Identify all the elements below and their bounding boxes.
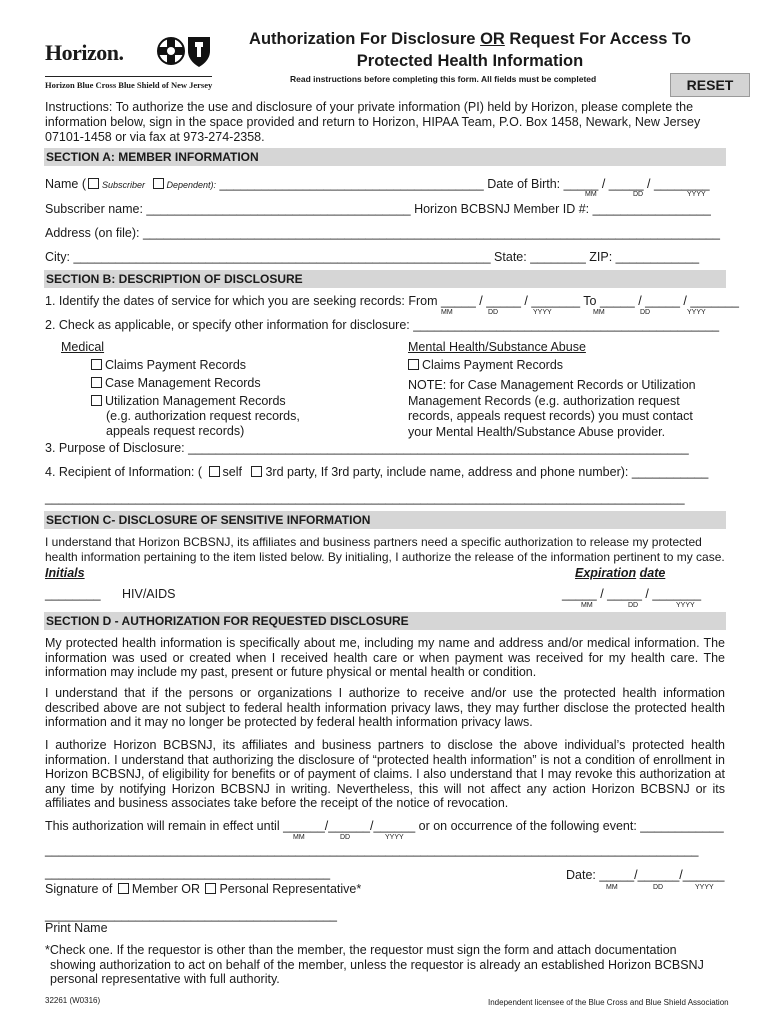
exp-yyyy-label: YYYY [676,602,695,609]
dob-dd-label: DD [633,191,644,198]
medical-claims-checkbox[interactable] [91,359,102,370]
case-mgmt-option[interactable]: Case Management Records [91,376,261,390]
event-field-line2[interactable]: ______________________________________________________________________________________________ [45,843,699,857]
case-mgmt-checkbox[interactable] [91,377,102,388]
initials-label: Initials [45,566,85,580]
section-d-paragraph-1: My protected health information is specifically about me, including my name and address and/or medical information. The information was used or created when I received health care or when payment was received for my health care. The information may include my past, present or future physical or mental health or condition. [45,636,725,679]
from-mm-label: MM [441,309,453,316]
signature-of-row: Signature of Member OR Personal Representative* [45,882,362,896]
mh-note: NOTE: for Case Management Records or Utilization Management Records (e.g. authorization request records, appeals request records) you must contact your Mental Health/Substance Abuse provider. [408,378,696,439]
section-d-paragraph-3: I authorize Horizon BCBSNJ, its affiliates and business partners to disclose the above individual’s protected health information. I understand that authorizing the disclosure of “protected health information” is not a condition of enrollment in Horizon BCBSNJ, of eligibility for benefits or of payment of claims. I also understand that I may revoke this authorization at any time by notifying Horizon BCBSNJ in writing. Nevertheless, this will not affect any action Horizon BCBSNJ or its affiliates and business associates take before the receipt of the notice of revocation. [45,738,725,810]
self-checkbox[interactable] [209,466,220,477]
effect-dd-label: DD [340,834,351,841]
effect-mm-label: MM [293,834,305,841]
name-input[interactable]: ______________________________________ [219,177,484,191]
to-mm-label: MM [593,309,605,316]
hiv-aids-label: HIV/AIDS [122,587,176,601]
subscriber-name-field[interactable]: Subscriber name: ______________________________________ Horizon BCBSNJ Member ID #: _________________ [45,202,711,216]
sig-dd-label: DD [653,884,664,891]
util-mgmt-option[interactable]: Utilization Management Records [91,394,286,408]
footnote: *Check one. If the requestor is other than the member, the requestor must sign the form and attach documentation showing authorization to act on behalf of the member, unless the requestor is already an established Horizon BCBSNJ personal representative with full authority. [45,943,704,986]
third-party-field[interactable]: 3rd party, If 3rd party, include name, address and phone number): ___________ [265,465,709,479]
sig-mm-label: MM [606,884,618,891]
form-code: 32261 (W0316) [45,996,101,1005]
dob-field[interactable]: Date of Birth: _____ / _____ / ________ [487,177,710,191]
logo-divider [45,76,212,77]
util-mgmt-checkbox[interactable] [91,395,102,406]
licensee-text: Independent licensee of the Blue Cross and Blue Shield Association [488,998,729,1007]
mh-claims-option[interactable]: Claims Payment Records [408,358,563,372]
horizon-logo: Horizon. [45,40,124,65]
to-yyyy-label: YYYY [687,309,706,316]
print-name-input[interactable]: __________________________________________ [45,908,337,922]
sig-yyyy-label: YYYY [695,884,714,891]
form-subtitle: Read instructions before completing this form. All fields must be completed [290,74,597,84]
other-info-field[interactable]: 2. Check as applicable, or specify other information for disclosure: ____________________________________________ [45,318,720,332]
personal-rep-checkbox[interactable] [205,883,216,894]
medical-heading: Medical [61,340,105,354]
member-checkbox[interactable] [118,883,129,894]
section-c-header: SECTION C- DISCLOSURE OF SENSITIVE INFORMATION [44,511,726,529]
mental-health-heading: Mental Health/Substance Abuse [408,340,586,354]
from-dd-label: DD [488,309,499,316]
recipient-field-line2[interactable]: ____________________________________________________________________________________________ [45,491,685,505]
dates-of-service-field[interactable]: 1. Identify the dates of service for which you are seeking records: From _____ / _____ / _______ To _____ / _____ / _______ [45,294,739,308]
dependent-checkbox[interactable] [153,178,164,189]
effect-yyyy-label: YYYY [385,834,404,841]
to-dd-label: DD [640,309,651,316]
mh-claims-checkbox[interactable] [408,359,419,370]
medical-claims-option[interactable]: Claims Payment Records [91,358,246,372]
expiration-label: Expiration date [575,566,666,580]
blue-cross-icon [156,34,186,68]
signature-input[interactable]: _________________________________________ [45,866,331,880]
from-yyyy-label: YYYY [533,309,552,316]
section-d-header: SECTION D - AUTHORIZATION FOR REQUESTED DISCLOSURE [44,612,726,630]
address-field[interactable]: Address (on file): ___________________________________________________________________________________ [45,226,720,240]
subscriber-checkbox[interactable] [88,178,99,189]
expiration-date-input[interactable]: _____ / _____ / _______ [562,587,702,601]
dob-mm-label: MM [585,191,597,198]
section-a-header: SECTION A: MEMBER INFORMATION [44,148,726,166]
logo-subtext: Horizon Blue Cross Blue Shield of New Jersey [45,80,213,90]
form-title: Authorization For Disclosure OR Request For Access To Protected Health Information [249,30,691,70]
effect-until-field[interactable]: This authorization will remain in effect until ______/______/______ or on occurrence of the following event: ____________ [45,819,724,833]
section-b-header: SECTION B: DESCRIPTION OF DISCLOSURE [44,270,726,288]
purpose-field[interactable]: 3. Purpose of Disclosure: ________________________________________________________________________ [45,441,689,455]
reset-button[interactable]: RESET [670,73,750,97]
exp-dd-label: DD [628,602,639,609]
exp-mm-label: MM [581,602,593,609]
dob-yyyy-label: YYYY [687,191,706,198]
instructions: Instructions: To authorize the use and disclosure of your private information (PI) held by Horizon, please complete the information below, sign in the space provided and return to Horizon, HIPAA Team, P.O. Box 1458, Newark, New Jersey 07101-1458 or via fax at 973-274-2358. [45,100,701,144]
recipient-row: 4. Recipient of Information: ( self 3rd party, If 3rd party, include name, address and phone number): ___________ [45,465,709,479]
third-party-checkbox[interactable] [251,466,262,477]
city-state-zip-field[interactable]: City: ____________________________________________________________ State: ________ ZIP: ____________ [45,250,700,264]
signature-date-input[interactable]: Date: _____/______/______ [566,868,725,882]
util-mgmt-note: (e.g. authorization request records, appeals request records) [106,409,300,438]
initials-input[interactable]: ________ [45,587,101,601]
section-c-text: I understand that Horizon BCBSNJ, its affiliates and business partners need a specific authorization to release my protected health information pertaining to the item listed below. By initialing, I authorize the release of the information pertinent to my case. [45,535,725,564]
print-name-label: Print Name [45,921,108,935]
blue-shield-icon [186,34,212,68]
name-row: Name ( Subscriber Dependent): ______________________________________ Date of Birth: _____ / _____ / ________ [45,177,710,191]
section-d-paragraph-2: I understand that if the persons or organizations I authorize to receive and/or use the protected health information described above are not subject to federal health information privacy laws, they may further disclose the protected health information and it may no longer be protected by federal health information privacy laws. [45,686,725,729]
